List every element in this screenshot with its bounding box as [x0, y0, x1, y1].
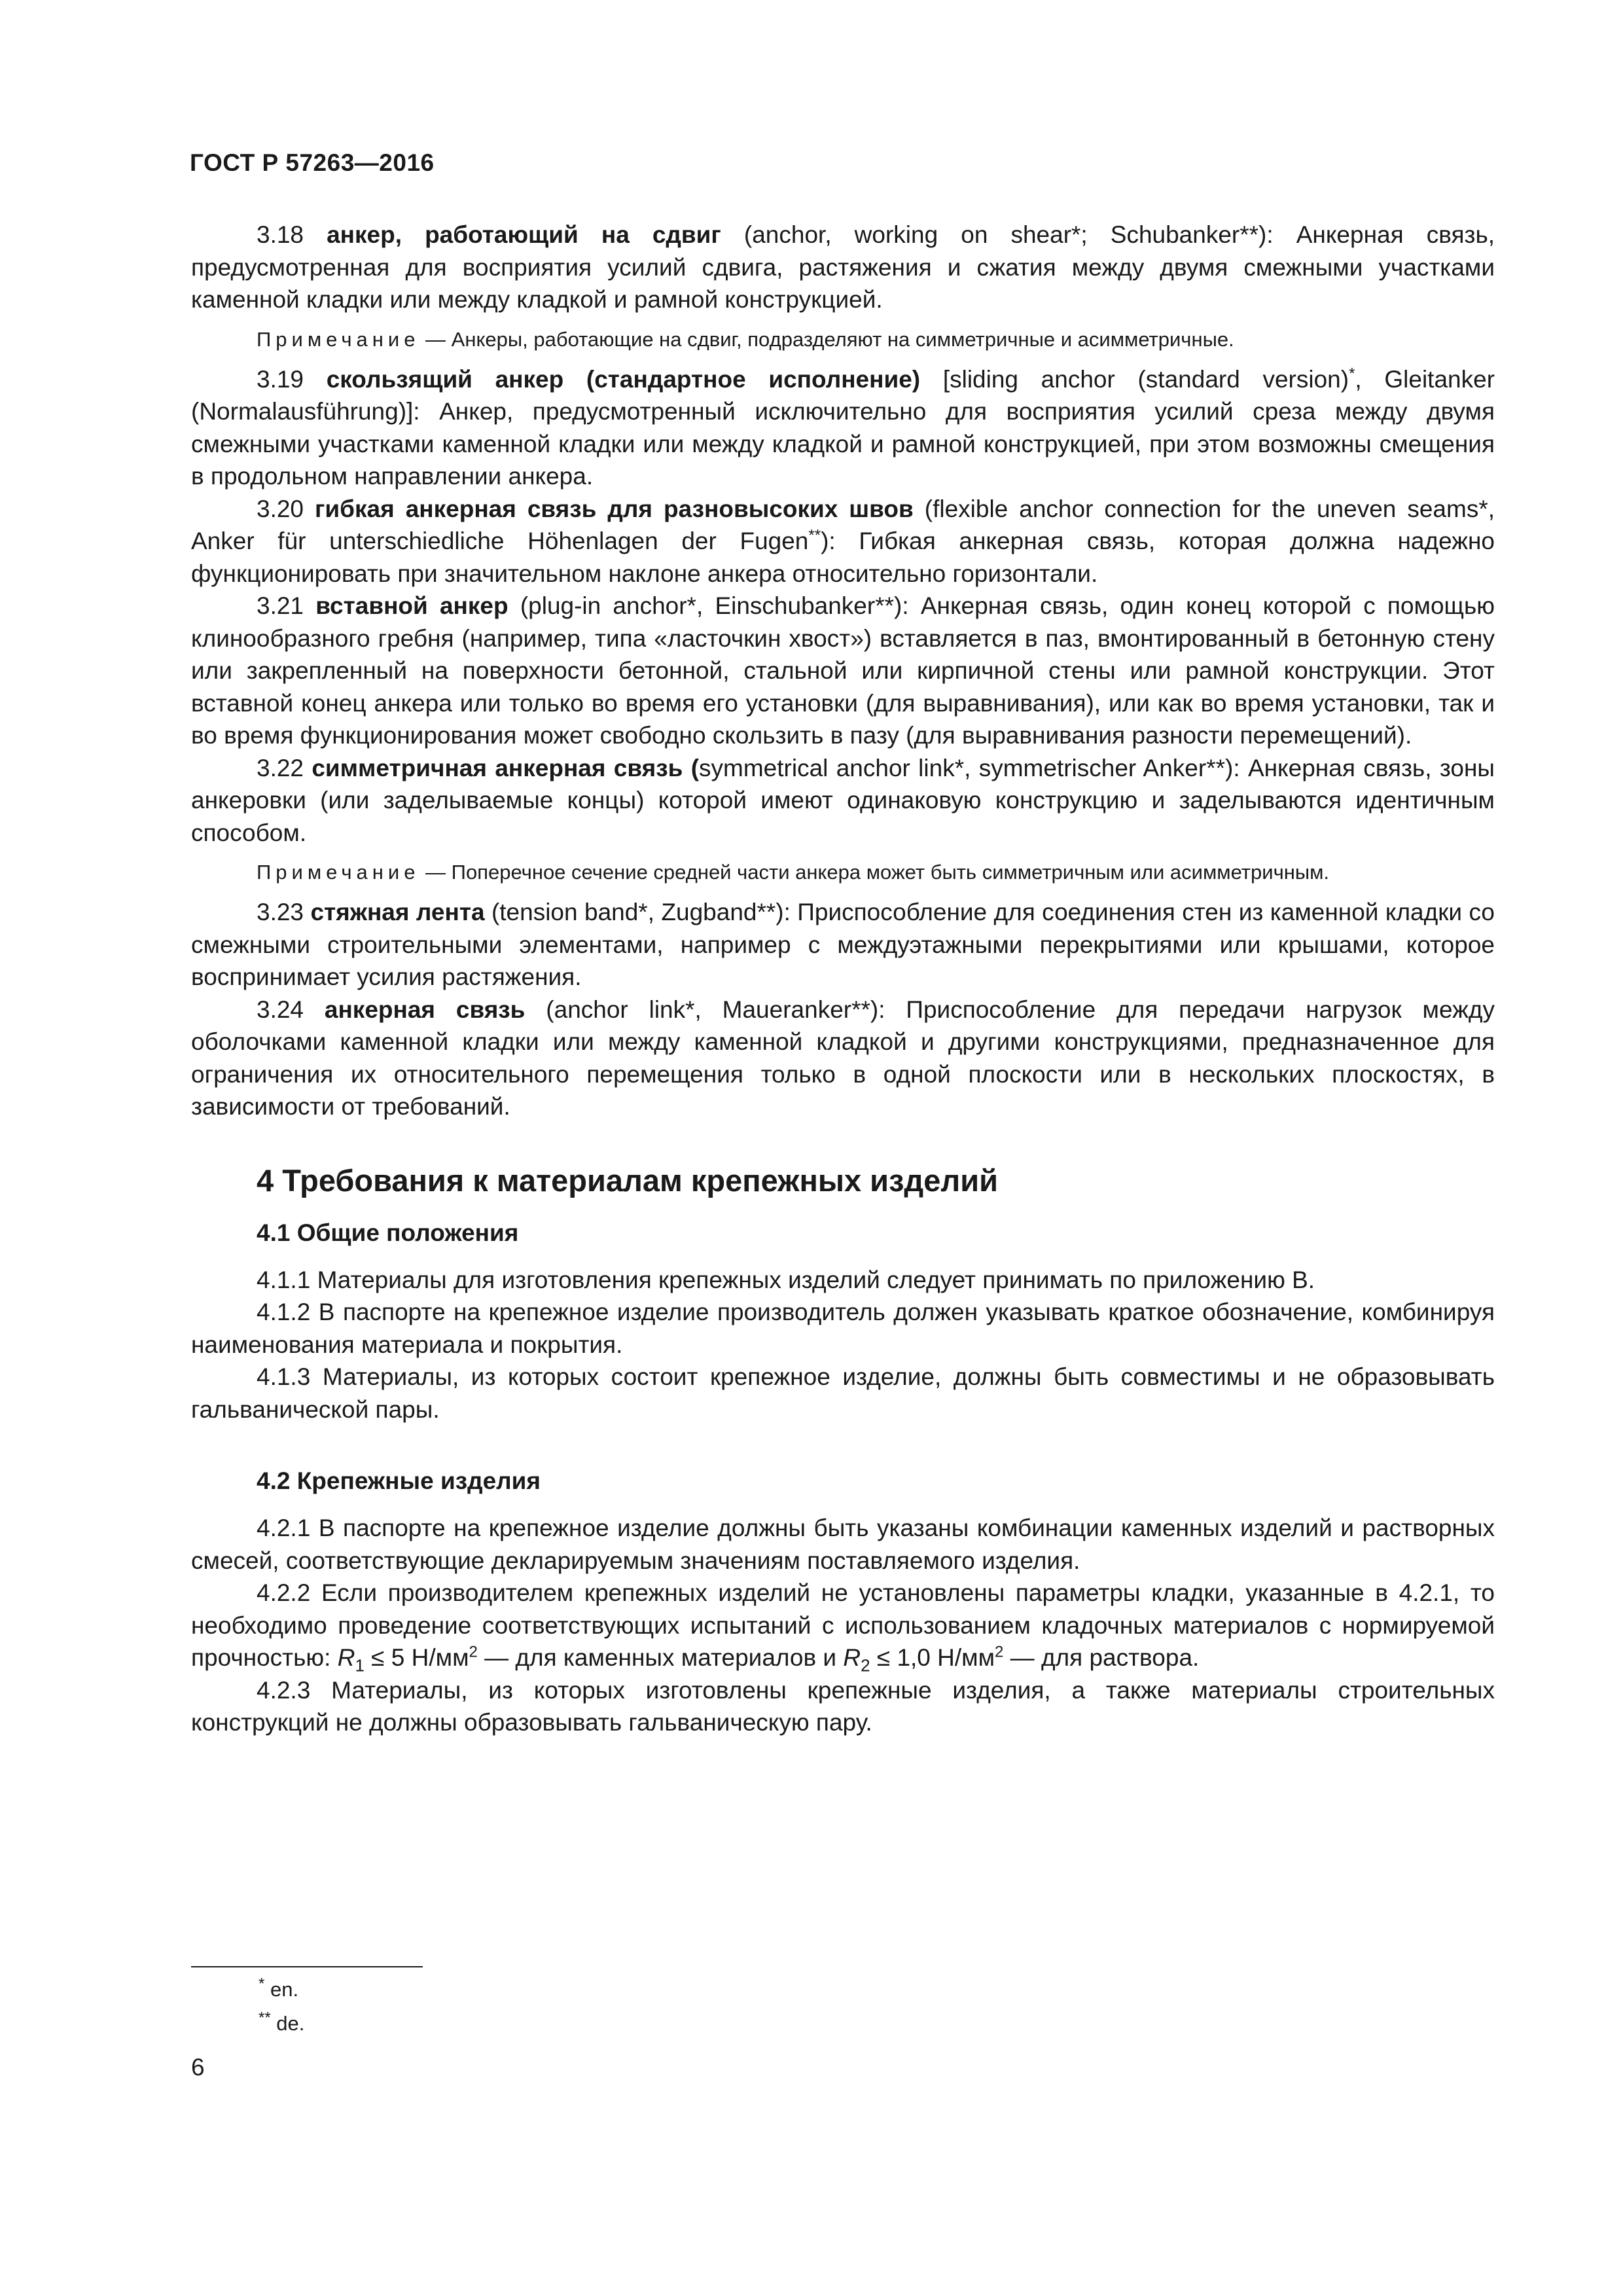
footnote-2: ** de.	[259, 2009, 305, 2035]
term-3-23	[191, 896, 1495, 994]
term-title: скользящий анкер (стандартное исполнение)	[326, 365, 921, 393]
page-number: 6	[191, 2054, 205, 2081]
term-number: 3.18	[257, 221, 304, 248]
formula-var-r2: R	[843, 1644, 861, 1671]
term-definition: Анкерная связь, предусмотренная для восприятия усилий сдвига, растяжения и сжатия между двумя смежными участками каменной кладки или между кладкой и рамной конструкцией.	[191, 221, 1495, 313]
term-title: вставной анкер	[315, 592, 508, 619]
term-title: стяжная лента	[310, 899, 485, 925]
term-foreign: (anchor, working on shear*; Schubanker**):	[743, 221, 1274, 248]
term-foreign: (anchor link*, Maueranker**):	[546, 996, 885, 1023]
term-foreign: [sliding anchor (standard version)*, Gleitanker (Normalausführung)]:	[191, 365, 1495, 425]
term-number: 3.19	[257, 365, 304, 393]
section-4-2-heading: 4.2 Крепежные изделия	[257, 1467, 541, 1494]
term-number: 3.24	[257, 996, 304, 1023]
term-definition: Анкерная связь, один конец которой с помощью клинообразного гребня (например, типа «ласточкин хвост») вставляется в паз, вмонтированный в бетонную стену или закрепленный на поверхности бетонной, стальной или кирпичной стены или рамной конструкции. Этот вставной конец анкера или только во время его установки (для выравнивания), или как во время установки, так и во время функционирования может свободно скользить в пазу (для выравнивания разности перемещений).	[191, 592, 1495, 749]
term-definition: Приспособление для соединения стен из каменной кладки со смежными строительными элементами, например с междуэтажными перекрытиями или крышами, которое воспринимает усилия растяжения.	[191, 899, 1495, 990]
term-number: 3.23	[257, 899, 304, 925]
clause-4-2-2: 4.2.2 Если производителем крепежных изделий не установлены параметры кладки, указанные в 4.2.1, то необходимо проведение соответствующих испытаний с использованием кладочных материалов с нормируемой прочностью: $R_1 \le 5$ $Н/мм^2$ — для каменных материалов и $R_2 \le 1,0$ $Н/мм^2$ — для раствора.	[191, 1579, 1495, 1676]
term-title: гибкая анкерная связь для разновысоких швов	[315, 495, 914, 522]
term-3-21	[191, 590, 1495, 752]
term-title: анкерная связь	[324, 996, 526, 1023]
term-definition: Анкерная связь, зоны анкеровки (или заделываемые концы) которой имеют одинаковую конструкцию и заделываются идентичным способом.	[191, 754, 1495, 846]
term-number: 3.22	[257, 754, 304, 781]
term-foreign: (plug-in anchor*, Einschubanker**):	[520, 592, 909, 619]
term-3-22	[191, 752, 1495, 850]
term-foreign: (flexible anchor connection for the uneven seams*, Anker für unterschiedliche Höhenlagen der Fugen**):	[191, 495, 1495, 554]
term-foreign: symmetrical anchor link*, symmetrischer Anker**):	[699, 754, 1240, 781]
term-number: 3.21	[257, 592, 304, 619]
term-3-18	[191, 219, 1495, 316]
clause-4-1-3: 4.1.3 Материалы, из которых состоит крепежное изделие, должны быть совместимы и не образовывать гальванической пары.	[191, 1363, 1495, 1423]
footnote-ref: **	[808, 526, 821, 545]
term-title: симметричная анкерная связь (	[312, 754, 700, 781]
note-text: Анкеры, работающие на сдвиг, подразделяют на симметричные и асимметричные.	[451, 327, 1234, 351]
term-3-24	[191, 994, 1495, 1123]
formula-var-r1: R	[337, 1644, 355, 1671]
clause-4-1-1: 4.1.1 Материалы для изготовления крепежных изделий следует принимать по приложению В.	[257, 1266, 1315, 1293]
term-3-20	[191, 493, 1495, 590]
term-foreign: (tension band*, Zugband**):	[491, 899, 791, 925]
term-definition: Приспособление для передачи нагрузок между оболочками каменной кладки или между каменной кладкой и другими конструкциями, предназначенное для ограничения их относительного перемещения только в одной плоскости или в нескольких плоскостях, в зависимости от требований.	[191, 996, 1495, 1120]
note-label: Примечание	[257, 327, 420, 351]
clause-4-2-1: 4.2.1 В паспорте на крепежное изделие должны быть указаны комбинации каменных изделий и растворных смесей, соответствующие декларируемым значениям поставляемого изделия.	[191, 1515, 1495, 1574]
document-body	[191, 219, 1495, 1739]
footnote-separator	[191, 1966, 423, 1967]
note-3-22: Примечание — Поперечное сечение средней части анкера может быть симметричным или асимметричным.	[257, 861, 1330, 884]
footnote-ref: *	[1349, 365, 1355, 383]
footnote-1: * en.	[259, 1975, 299, 2001]
standard-id-header: ГОСТ Р 57263—2016	[190, 149, 435, 176]
note-label: Примечание	[257, 861, 420, 884]
term-title: анкер, работающий на сдвиг	[327, 221, 721, 248]
term-definition: Гибкая анкерная связь, которая должна надежно функционировать при значительном наклоне анкера относительно горизонтали.	[191, 528, 1495, 587]
clause-4-1-2: 4.1.2 В паспорте на крепежное изделие производитель должен указывать краткое обозначение, комбинируя наименования материала и покрытия.	[191, 1299, 1495, 1358]
term-definition: Анкер, предусмотренный исключительно для восприятия усилий среза между двумя смежными участками каменной кладки или между кладкой и рамной конструкцией, при этом возможны смещения в продольном направлении анкера.	[191, 398, 1495, 490]
note-text: Поперечное сечение средней части анкера может быть симметричным или асимметричным.	[451, 861, 1330, 884]
note-3-18: Примечание — Анкеры, работающие на сдвиг, подразделяют на симметричные и асимметричные.	[257, 327, 1234, 351]
section-4-heading: 4 Требования к материалам крепежных изделий	[257, 1162, 999, 1198]
term-3-19	[191, 363, 1495, 493]
clause-4-2-3: 4.2.3 Материалы, из которых изготовлены крепежные изделия, а также материалы строительных конструкций не должны образовывать гальваническую пару.	[191, 1676, 1495, 1736]
section-4-1-heading: 4.1 Общие положения	[257, 1219, 519, 1246]
term-number: 3.20	[257, 495, 304, 522]
